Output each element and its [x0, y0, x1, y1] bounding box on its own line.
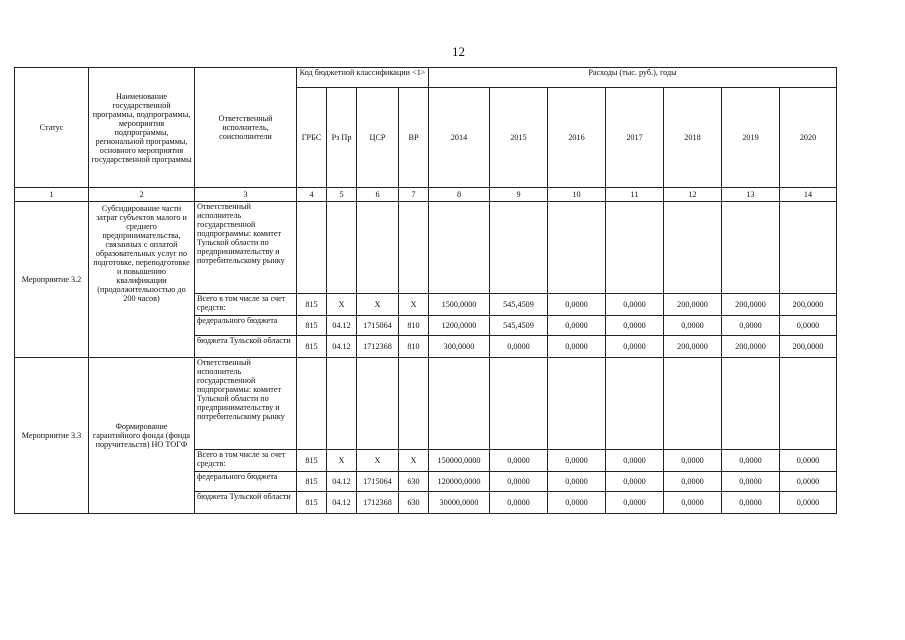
- column-number: 11: [606, 188, 664, 202]
- grbs-cell: 815: [297, 492, 327, 514]
- rzpr-cell: 04.12: [327, 492, 357, 514]
- header-year: 2015: [490, 88, 548, 188]
- column-number: 10: [548, 188, 606, 202]
- rzpr-cell: 04.12: [327, 336, 357, 358]
- rzpr-cell: X: [327, 294, 357, 316]
- value-cell: 1200,0000: [429, 316, 490, 336]
- value-cell: 300,0000: [429, 336, 490, 358]
- value-cell: 150000,0000: [429, 450, 490, 472]
- csr-cell: 1715064: [357, 472, 399, 492]
- column-number-row: [15, 188, 837, 202]
- csr-cell: 1712368: [357, 336, 399, 358]
- budget-table: [14, 67, 837, 514]
- value-cell: 0,0000: [548, 450, 606, 472]
- column-number: 13: [722, 188, 780, 202]
- header-grbs: ГРБС: [297, 88, 327, 188]
- value-cell: 0,0000: [490, 336, 548, 358]
- row-label: федерального бюджета: [195, 316, 297, 336]
- rzpr-cell: 04.12: [327, 316, 357, 336]
- csr-cell: X: [357, 450, 399, 472]
- value-cell: 0,0000: [664, 316, 722, 336]
- vr-cell: X: [399, 450, 429, 472]
- header-name: Наименование государственной программы, подпрограммы, мероприятия подпрограммы, региональной программы, основного мероприятия государственной программы: [89, 68, 195, 188]
- column-number: 14: [780, 188, 837, 202]
- value-cell: 0,0000: [490, 450, 548, 472]
- grbs-cell: 815: [297, 336, 327, 358]
- header-csr: ЦСР: [357, 88, 399, 188]
- page-number: 12: [452, 44, 465, 59]
- value-cell: 0,0000: [606, 492, 664, 514]
- value-cell: 0,0000: [664, 450, 722, 472]
- column-number: 12: [664, 188, 722, 202]
- vr-cell: 630: [399, 492, 429, 514]
- value-cell: 0,0000: [490, 472, 548, 492]
- value-cell: 0,0000: [780, 316, 837, 336]
- activity-name-cell: Субсидирование части затрат субъектов малого и среднего предпринимательства, связанных с оплатой образовательных услуг по подготовке, переподготовке и повышению квалификации (продолжительностью до 200 часов): [89, 202, 195, 358]
- status-cell: Мероприятие 3.2: [15, 202, 89, 358]
- header-responsible: Ответственный исполнитель, соисполнители: [195, 68, 297, 188]
- responsible-cell: Ответственный исполнитель государственной подпрограммы: комитет Тульской области по предпринимательству и потребительскому рынку: [195, 202, 297, 294]
- vr-cell: X: [399, 294, 429, 316]
- table-row: [15, 202, 837, 294]
- value-cell: 200,0000: [664, 336, 722, 358]
- column-number: 3: [195, 188, 297, 202]
- value-cell: 30000,0000: [429, 492, 490, 514]
- header-rzpr: Рз Пр: [327, 88, 357, 188]
- column-number: 5: [327, 188, 357, 202]
- header-kbk: Код бюджетной классификации <1>: [297, 68, 429, 88]
- value-cell: 200,0000: [780, 336, 837, 358]
- row-label: бюджета Тульской области: [195, 492, 297, 514]
- value-cell: 545,4509: [490, 294, 548, 316]
- activity-name-cell: Формирование гарантийного фонда (фонда поручительств) НО ТОГФ: [89, 358, 195, 514]
- grbs-cell: 815: [297, 316, 327, 336]
- value-cell: 0,0000: [606, 336, 664, 358]
- value-cell: 0,0000: [780, 492, 837, 514]
- value-cell: 120000,0000: [429, 472, 490, 492]
- header-year: 2018: [664, 88, 722, 188]
- value-cell: 0,0000: [722, 450, 780, 472]
- value-cell: 0,0000: [722, 316, 780, 336]
- value-cell: 0,0000: [548, 294, 606, 316]
- vr-cell: 630: [399, 472, 429, 492]
- value-cell: 0,0000: [606, 294, 664, 316]
- value-cell: 0,0000: [548, 492, 606, 514]
- value-cell: 0,0000: [606, 316, 664, 336]
- grbs-cell: 815: [297, 294, 327, 316]
- value-cell: 0,0000: [606, 450, 664, 472]
- column-number: 8: [429, 188, 490, 202]
- rzpr-cell: X: [327, 450, 357, 472]
- vr-cell: 810: [399, 336, 429, 358]
- value-cell: 0,0000: [780, 450, 837, 472]
- status-cell: Мероприятие 3.3: [15, 358, 89, 514]
- row-label: федерального бюджета: [195, 472, 297, 492]
- value-cell: 0,0000: [722, 492, 780, 514]
- value-cell: 200,0000: [780, 294, 837, 316]
- row-label: Всего в том числе за счет средств:: [195, 450, 297, 472]
- csr-cell: X: [357, 294, 399, 316]
- value-cell: 0,0000: [664, 492, 722, 514]
- value-cell: 0,0000: [722, 472, 780, 492]
- value-cell: 545,4509: [490, 316, 548, 336]
- header-expenses: Расходы (тыс. руб.), годы: [429, 68, 837, 88]
- header-year: 2016: [548, 88, 606, 188]
- header-vr: ВР: [399, 88, 429, 188]
- value-cell: 0,0000: [490, 492, 548, 514]
- column-number: 2: [89, 188, 195, 202]
- value-cell: 0,0000: [548, 336, 606, 358]
- value-cell: 200,0000: [722, 336, 780, 358]
- grbs-cell: 815: [297, 450, 327, 472]
- value-cell: 0,0000: [664, 472, 722, 492]
- column-number: 1: [15, 188, 89, 202]
- value-cell: 0,0000: [780, 472, 837, 492]
- responsible-cell: Ответственный исполнитель государственной подпрограммы: комитет Тульской области по предпринимательству и потребительскому рынку: [195, 358, 297, 450]
- column-number: 9: [490, 188, 548, 202]
- header-status: Статус: [15, 68, 89, 188]
- value-cell: 1500,0000: [429, 294, 490, 316]
- value-cell: 0,0000: [606, 472, 664, 492]
- column-number: 4: [297, 188, 327, 202]
- rzpr-cell: 04.12: [327, 472, 357, 492]
- table-row: [15, 358, 837, 450]
- csr-cell: 1712368: [357, 492, 399, 514]
- value-cell: 0,0000: [548, 472, 606, 492]
- header-year: 2019: [722, 88, 780, 188]
- csr-cell: 1715064: [357, 316, 399, 336]
- row-label: бюджета Тульской области: [195, 336, 297, 358]
- header-year: 2014: [429, 88, 490, 188]
- grbs-cell: 815: [297, 472, 327, 492]
- header-year: 2020: [780, 88, 837, 188]
- row-label: Всего в том числе за счет средств:: [195, 294, 297, 316]
- header-year: 2017: [606, 88, 664, 188]
- value-cell: 200,0000: [722, 294, 780, 316]
- value-cell: 200,0000: [664, 294, 722, 316]
- vr-cell: 810: [399, 316, 429, 336]
- column-number: 6: [357, 188, 399, 202]
- column-number: 7: [399, 188, 429, 202]
- value-cell: 0,0000: [548, 316, 606, 336]
